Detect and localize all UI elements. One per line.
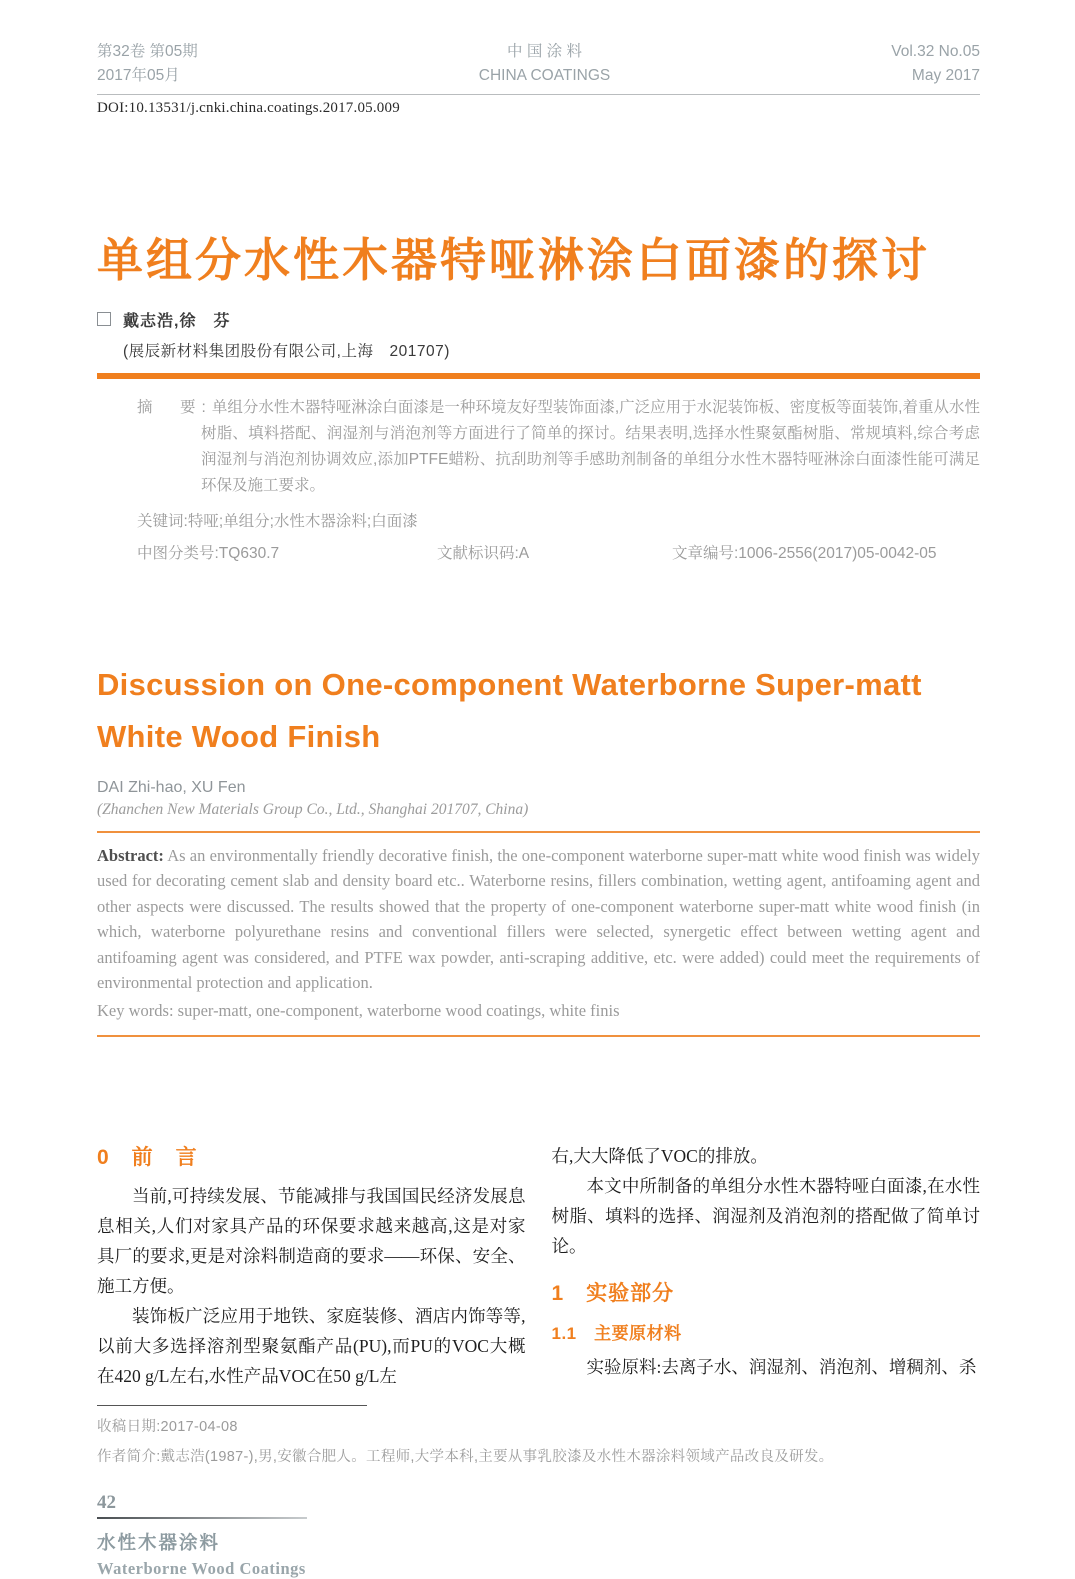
keywords-cn-label: 关键词: [137, 512, 188, 530]
authors-cn-row [97, 308, 980, 331]
header-volume-issue-cn: 第32卷 第05期 [97, 43, 198, 60]
journal-header [97, 40, 980, 95]
received-date-line: 收稿日期:2017-04-08 [97, 1419, 238, 1436]
abstract-cn-label: 摘 要: [137, 398, 212, 416]
section-0-heading: 0 前 言 [97, 1146, 198, 1170]
orange-rule-en-top [97, 831, 980, 833]
keywords-en-text: super-matt, one-component, waterborne wood coatings, white finis [173, 1000, 620, 1020]
abstract-en-text: As an environmentally friendly decorative finish, the one-component waterborne super-matt white wood finish was widely used for decorating cement slab and density board etc.. Waterborne resins, fillers combination, wetting agent, antifoaming agent and other aspects were discussed. The results showed that the property of one-component waterborne super-matt white wood finish (in which, waterborne polyurethane resins and conventional fillers were selected, synergetic effect between wetting agent and antifoaming agent was considered, and PTFE wax powder, anti-scraping additive, etc. were added) could meet the requirements of environmental protection and application. [97, 845, 980, 993]
article-title-cn: 单组分水性木器特哑淋涂白面漆的探讨 [97, 234, 930, 287]
keywords-en-label: Key words: [97, 1000, 174, 1020]
affiliation-en: (Zhanchen New Materials Group Co., Ltd., Shanghai 201707, China) [97, 800, 529, 818]
left-paragraph-1: 当前,可持续发展、节能减排与我国国民经济发展息息相关,人们对家具产品的环保要求越来越高,这是对家具厂的要求,更是对涂料制造商的要求——环保、安全、施工方便。 [97, 1186, 526, 1297]
abstract-en [97, 843, 980, 996]
right-paragraph-2: 本文中所制备的单组分水性木器特哑白面漆,在水性树脂、填料的选择、润湿剂及消泡剂的搭配做了简单讨论。 [551, 1176, 980, 1257]
header-issue-cn [97, 40, 198, 88]
clc-number: 中图分类号:TQ630.7 [137, 544, 280, 562]
authors-en: DAI Zhi-hao, XU Fen [97, 778, 246, 796]
title-en-line2: White Wood Finish [97, 718, 381, 754]
page-footer [97, 1492, 980, 1579]
document-code: 文献标识码:A [437, 544, 530, 562]
left-paragraph-2: 装饰板广泛应用于地铁、家庭装修、酒店内饰等等,以前大多选择溶剂型聚氨酯产品(PU),而PU的VOC大概在420 g/L左右,水性产品VOC在50 g/L左 [97, 1306, 526, 1387]
header-date-en: May 2017 [911, 67, 980, 85]
section-1-heading: 1 实验部分 [551, 1282, 675, 1306]
page-number-rule [97, 1517, 307, 1519]
right-paragraph-1: 右,大大降低了VOC的排放。 [551, 1146, 768, 1167]
footnote-divider [97, 1405, 980, 1406]
header-date-cn: 2017年05月 [97, 67, 180, 85]
keywords-cn-text: 特哑;单组分;水性木器涂料;白面漆 [187, 512, 418, 530]
body-columns [97, 1141, 980, 1391]
abstract-cn [97, 395, 980, 499]
orange-rule-en-bottom [97, 1035, 980, 1037]
orange-rule-thick [97, 373, 980, 379]
author-bio-line: 作者简介:戴志浩(1987-),男,安徽合肥人。工程师,大学本科,主要从事乳胶漆及水性木器涂料领域产品改良及研发。 [97, 1449, 834, 1466]
left-column [97, 1141, 526, 1391]
journal-name-cn: 中 国 涂 料 [507, 43, 582, 60]
keywords-en-row [97, 998, 980, 1024]
affiliation-cn: (展辰新材料集团股份有限公司,上海 201707) [123, 342, 450, 360]
doi-line: DOI:10.13531/j.cnki.china.coatings.2017.05.009 [97, 100, 400, 117]
section-1-1-heading: 1.1 主要原材料 [551, 1324, 682, 1344]
title-en-line1: Discussion on One-component Waterborne Super-matt [97, 666, 922, 702]
right-paragraph-3: 实验原料:去离子水、润湿剂、消泡剂、增稠剂、杀 [586, 1357, 977, 1378]
column-title-cn: 水性木器涂料 [97, 1532, 221, 1554]
keywords-cn-row [137, 509, 980, 531]
header-issue-en [891, 40, 980, 88]
author-square-icon [97, 312, 111, 326]
column-title-en: Waterborne Wood Coatings [97, 1559, 306, 1579]
right-column [552, 1141, 981, 1391]
header-volume-issue-en: Vol.32 No.05 [891, 43, 980, 60]
article-title-en [97, 659, 980, 763]
header-journal-name [479, 40, 610, 88]
article-id: 文章编号:1006-2556(2017)05-0042-05 [672, 544, 937, 562]
abstract-en-label: Abstract: [97, 845, 164, 865]
journal-name-en: CHINA COATINGS [478, 67, 611, 85]
classification-row [137, 541, 980, 563]
abstract-cn-text: 单组分水性木器特哑淋涂白面漆是一种环境友好型装饰面漆,广泛应用于水泥装饰板、密度板等面装饰,着重从水性树脂、填料搭配、润湿剂与消泡剂等方面进行了简单的探讨。结果表明,选择水性聚氨酯树脂、常规填料,综合考虑润湿剂与消泡剂协调效应,添加PTFE蜡粉、抗刮助剂等手感助剂制备的单组分水性木器特哑淋涂白面漆性能可满足环保及施工要求。 [201, 398, 980, 494]
authors-cn: 戴志浩,徐 芬 [123, 312, 231, 330]
page-number: 42 [97, 1492, 116, 1514]
